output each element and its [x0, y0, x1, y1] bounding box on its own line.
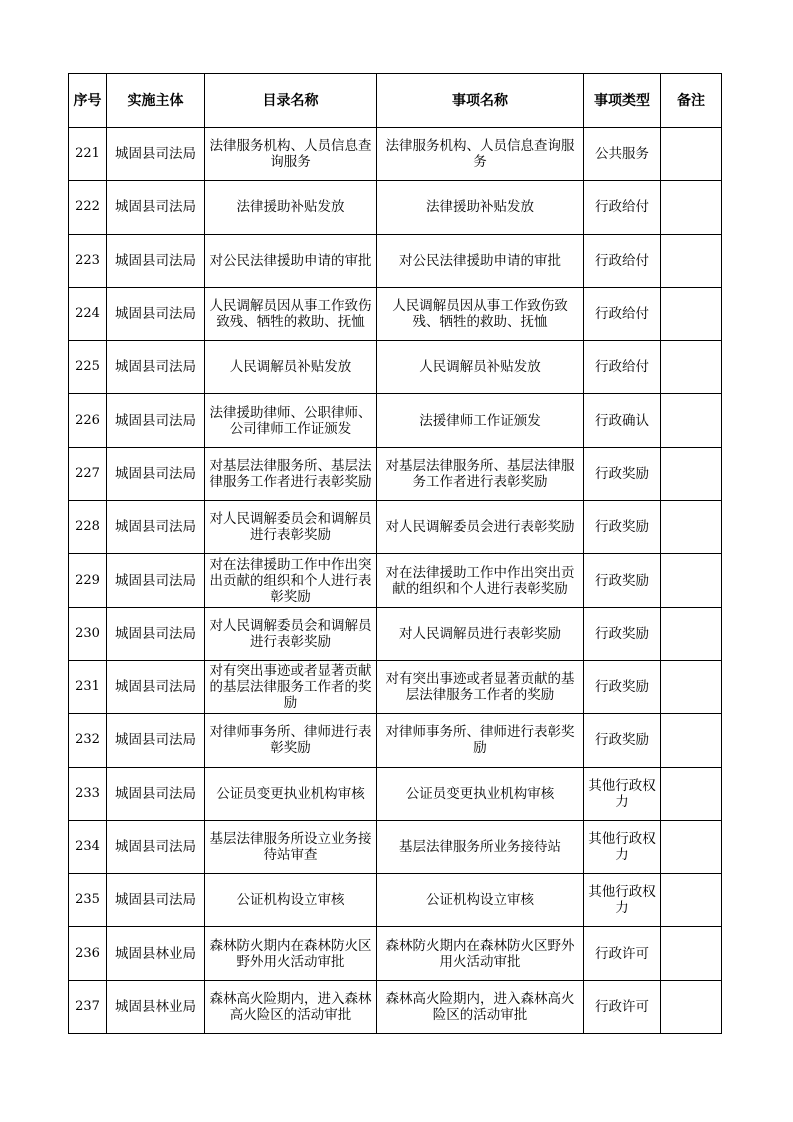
table-row	[69, 128, 722, 181]
cell-body: 城固县司法局	[107, 501, 205, 554]
cell-body: 城固县司法局	[107, 234, 205, 287]
table-row	[69, 234, 722, 287]
cell-item: 人民调解员补贴发放	[377, 341, 584, 394]
cell-body: 城固县司法局	[107, 181, 205, 234]
cell-note	[661, 341, 722, 394]
cell-seq: 236	[69, 927, 107, 980]
cell-body: 城固县司法局	[107, 820, 205, 873]
header-seq: 序号	[69, 74, 107, 128]
cell-type: 其他行政权力	[584, 874, 661, 927]
cell-body: 城固县司法局	[107, 128, 205, 181]
table-row	[69, 980, 722, 1033]
cell-item: 公证员变更执业机构审核	[377, 767, 584, 820]
cell-catalog: 森林防火期内在森林防火区野外用火活动审批	[205, 927, 377, 980]
header-item: 事项名称	[377, 74, 584, 128]
cell-item: 森林高火险期内，进入森林高火险区的活动审批	[377, 980, 584, 1033]
cell-seq: 222	[69, 181, 107, 234]
cell-catalog: 对基层法律服务所、基层法律服务工作者进行表彰奖励	[205, 447, 377, 500]
cell-type: 行政给付	[584, 341, 661, 394]
cell-note	[661, 660, 722, 713]
cell-body: 城固县司法局	[107, 607, 205, 660]
cell-catalog: 对有突出事迹或者显著贡献的基层法律服务工作者的奖励	[205, 660, 377, 713]
table-row	[69, 394, 722, 447]
cell-note	[661, 874, 722, 927]
cell-catalog: 森林高火险期内，进入森林高火险区的活动审批	[205, 980, 377, 1033]
cell-type: 公共服务	[584, 128, 661, 181]
table-row	[69, 447, 722, 500]
cell-seq: 234	[69, 820, 107, 873]
cell-note	[661, 234, 722, 287]
table-row	[69, 341, 722, 394]
cell-seq: 237	[69, 980, 107, 1033]
cell-note	[661, 820, 722, 873]
cell-seq: 231	[69, 660, 107, 713]
cell-seq: 221	[69, 128, 107, 181]
cell-item: 人民调解员因从事工作致伤致残、牺牲的救助、抚恤	[377, 287, 584, 340]
cell-note	[661, 181, 722, 234]
cell-body: 城固县司法局	[107, 554, 205, 607]
cell-note	[661, 394, 722, 447]
cell-seq: 228	[69, 501, 107, 554]
catalog-table	[68, 73, 722, 1034]
cell-body: 城固县司法局	[107, 447, 205, 500]
cell-seq: 229	[69, 554, 107, 607]
table-row	[69, 607, 722, 660]
cell-catalog: 法律援助补贴发放	[205, 181, 377, 234]
header-row	[69, 74, 722, 128]
cell-type: 行政奖励	[584, 660, 661, 713]
table-row	[69, 767, 722, 820]
cell-item: 对人民调解员进行表彰奖励	[377, 607, 584, 660]
cell-body: 城固县林业局	[107, 980, 205, 1033]
cell-item: 公证机构设立审核	[377, 874, 584, 927]
cell-catalog: 对公民法律援助申请的审批	[205, 234, 377, 287]
cell-type: 行政给付	[584, 287, 661, 340]
cell-note	[661, 287, 722, 340]
cell-note	[661, 447, 722, 500]
cell-catalog: 对人民调解委员会和调解员进行表彰奖励	[205, 501, 377, 554]
cell-seq: 227	[69, 447, 107, 500]
cell-body: 城固县林业局	[107, 927, 205, 980]
cell-type: 行政奖励	[584, 607, 661, 660]
cell-catalog: 法律援助律师、公职律师、公司律师工作证颁发	[205, 394, 377, 447]
table-row	[69, 660, 722, 713]
cell-item: 对有突出事迹或者显著贡献的基层法律服务工作者的奖励	[377, 660, 584, 713]
cell-body: 城固县司法局	[107, 714, 205, 767]
cell-type: 行政给付	[584, 234, 661, 287]
cell-catalog: 对律师事务所、律师进行表彰奖励	[205, 714, 377, 767]
cell-catalog: 对在法律援助工作中作出突出贡献的组织和个人进行表彰奖励	[205, 554, 377, 607]
cell-seq: 230	[69, 607, 107, 660]
cell-seq: 233	[69, 767, 107, 820]
cell-item: 森林防火期内在森林防火区野外用火活动审批	[377, 927, 584, 980]
cell-body: 城固县司法局	[107, 394, 205, 447]
cell-note	[661, 128, 722, 181]
cell-type: 其他行政权力	[584, 767, 661, 820]
cell-catalog: 基层法律服务所设立业务接待站审查	[205, 820, 377, 873]
cell-type: 行政确认	[584, 394, 661, 447]
cell-catalog: 人民调解员因从事工作致伤致残、牺牲的救助、抚恤	[205, 287, 377, 340]
table-row	[69, 287, 722, 340]
cell-note	[661, 554, 722, 607]
cell-item: 法律服务机构、人员信息查询服务	[377, 128, 584, 181]
cell-note	[661, 501, 722, 554]
cell-seq: 226	[69, 394, 107, 447]
cell-type: 行政给付	[584, 181, 661, 234]
cell-item: 基层法律服务所业务接待站	[377, 820, 584, 873]
table-row	[69, 874, 722, 927]
cell-catalog: 公证员变更执业机构审核	[205, 767, 377, 820]
table-row	[69, 501, 722, 554]
cell-seq: 225	[69, 341, 107, 394]
cell-item: 对人民调解委员会进行表彰奖励	[377, 501, 584, 554]
cell-body: 城固县司法局	[107, 767, 205, 820]
table-row	[69, 820, 722, 873]
cell-seq: 223	[69, 234, 107, 287]
cell-catalog: 对人民调解委员会和调解员进行表彰奖励	[205, 607, 377, 660]
cell-type: 其他行政权力	[584, 820, 661, 873]
cell-catalog: 公证机构设立审核	[205, 874, 377, 927]
cell-type: 行政奖励	[584, 554, 661, 607]
cell-type: 行政奖励	[584, 447, 661, 500]
cell-item: 对公民法律援助申请的审批	[377, 234, 584, 287]
cell-body: 城固县司法局	[107, 341, 205, 394]
cell-body: 城固县司法局	[107, 287, 205, 340]
cell-type: 行政许可	[584, 980, 661, 1033]
cell-note	[661, 980, 722, 1033]
cell-catalog: 法律服务机构、人员信息查询服务	[205, 128, 377, 181]
cell-item: 法律援助补贴发放	[377, 181, 584, 234]
cell-note	[661, 767, 722, 820]
cell-seq: 235	[69, 874, 107, 927]
cell-item: 对基层法律服务所、基层法律服务工作者进行表彰奖励	[377, 447, 584, 500]
cell-type: 行政奖励	[584, 714, 661, 767]
cell-type: 行政奖励	[584, 501, 661, 554]
cell-seq: 232	[69, 714, 107, 767]
cell-item: 法援律师工作证颁发	[377, 394, 584, 447]
header-note: 备注	[661, 74, 722, 128]
cell-catalog: 人民调解员补贴发放	[205, 341, 377, 394]
table-row	[69, 927, 722, 980]
cell-note	[661, 714, 722, 767]
cell-note	[661, 607, 722, 660]
cell-type: 行政许可	[584, 927, 661, 980]
cell-item: 对律师事务所、律师进行表彰奖励	[377, 714, 584, 767]
table-row	[69, 554, 722, 607]
cell-body: 城固县司法局	[107, 660, 205, 713]
table-row	[69, 714, 722, 767]
cell-body: 城固县司法局	[107, 874, 205, 927]
header-body: 实施主体	[107, 74, 205, 128]
cell-note	[661, 927, 722, 980]
header-type: 事项类型	[584, 74, 661, 128]
table-row	[69, 181, 722, 234]
cell-seq: 224	[69, 287, 107, 340]
cell-item: 对在法律援助工作中作出突出贡献的组织和个人进行表彰奖励	[377, 554, 584, 607]
header-catalog: 目录名称	[205, 74, 377, 128]
